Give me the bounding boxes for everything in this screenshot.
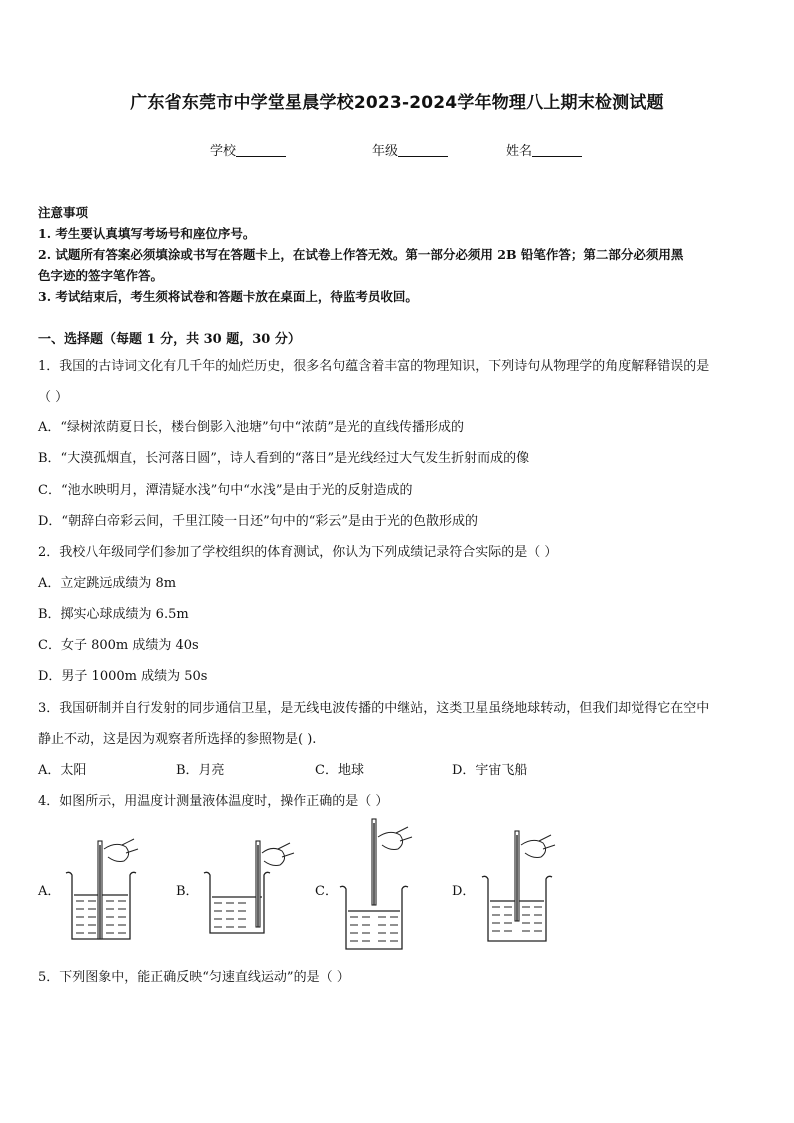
notes-item: 1. 考生要认真填写考场号和座位序号。 [38, 226, 256, 241]
school-blank [236, 142, 286, 157]
beaker-figure-c [336, 815, 446, 955]
notes-item: 色字迹的签字笔作答。 [38, 268, 164, 283]
grade-blank [398, 142, 448, 157]
page-title: 广东省东莞市中学堂星晨学校2023-2024学年物理八上期末检测试题 [130, 93, 664, 113]
option-a: A．立定跳远成绩为 8m [38, 576, 177, 591]
figure-label-d: D． [452, 884, 476, 899]
option-b: B．月亮 [176, 763, 225, 778]
question-stem: 4．如图所示，用温度计测量液体温度时，操作正确的是（ ） [38, 794, 389, 809]
figure-label-b: B． [176, 884, 199, 899]
section-heading: 一、选择题（每题 1 分，共 30 题，30 分） [38, 332, 301, 347]
name-blank [532, 142, 582, 157]
option-c: C．“池水映明月，潭清疑水浅”句中“水浅”是由于光的反射造成的 [38, 483, 413, 498]
question-stem: 2．我校八年级同学们参加了学校组织的体育测试，你认为下列成绩记录符合实际的是（ ） [38, 545, 558, 560]
option-b: B．掷实心球成绩为 6.5m [38, 607, 189, 622]
question-stem: 3．我国研制并自行发射的同步通信卫星，是无线电波传播的中继站，这类卫星虽绕地球转动，但我们却觉得它在空中 [38, 701, 710, 716]
option-a: A．太阳 [38, 763, 87, 778]
question-5-stem: 5．下列图象中，能正确反映“匀速直线运动”的是（ ） [38, 970, 350, 985]
option-c: C．女子 800m 成绩为 40s [38, 638, 199, 653]
name-field [506, 140, 582, 159]
question-stem: 1．我国的古诗词文化有几千年的灿烂历史，很多名句蕴含着丰富的物理知识，下列诗句从物理学的角度解释错误的是 [38, 359, 710, 374]
question-stem: 静止不动，这是因为观察者所选择的参照物是( ). [38, 732, 317, 747]
option-d: D．男子 1000m 成绩为 50s [38, 669, 208, 684]
option-d: D．“朝辞白帝彩云间，千里江陵一日还”句中的“彩云”是由于光的色散形成的 [38, 514, 479, 529]
beaker-figure-d [480, 825, 590, 950]
school-label: 学校 [210, 144, 237, 159]
name-label: 姓名 [506, 144, 533, 159]
question-stem: （ ） [38, 390, 69, 405]
beaker-figure-a [60, 835, 160, 945]
figure-label-a: A． [38, 884, 61, 899]
notes-item: 2. 试题所有答案必须填涂或书写在答题卡上，在试卷上作答无效。第一部分必须用 2B 铅笔作答；第二部分必须用黑 [38, 247, 684, 262]
option-c: C．地球 [315, 763, 364, 778]
option-a: A．“绿树浓荫夏日长，楼台倒影入池塘”句中“浓荫”是光的直线传播形成的 [38, 420, 464, 435]
notes-item: 3. 考试结束后，考生须将试卷和答题卡放在桌面上，待监考员收回。 [38, 289, 418, 304]
school-field [210, 140, 286, 159]
grade-field [372, 140, 448, 159]
beaker-figure-b [200, 835, 300, 945]
figure-label-c: C． [315, 884, 338, 899]
grade-label: 年级 [372, 144, 399, 159]
notes-heading: 注意事项 [38, 205, 89, 220]
option-b: B．“大漠孤烟直，长河落日圆”，诗人看到的“落日”是光线经过大气发生折射而成的像 [38, 451, 530, 466]
option-d: D．宇宙飞船 [452, 763, 528, 778]
